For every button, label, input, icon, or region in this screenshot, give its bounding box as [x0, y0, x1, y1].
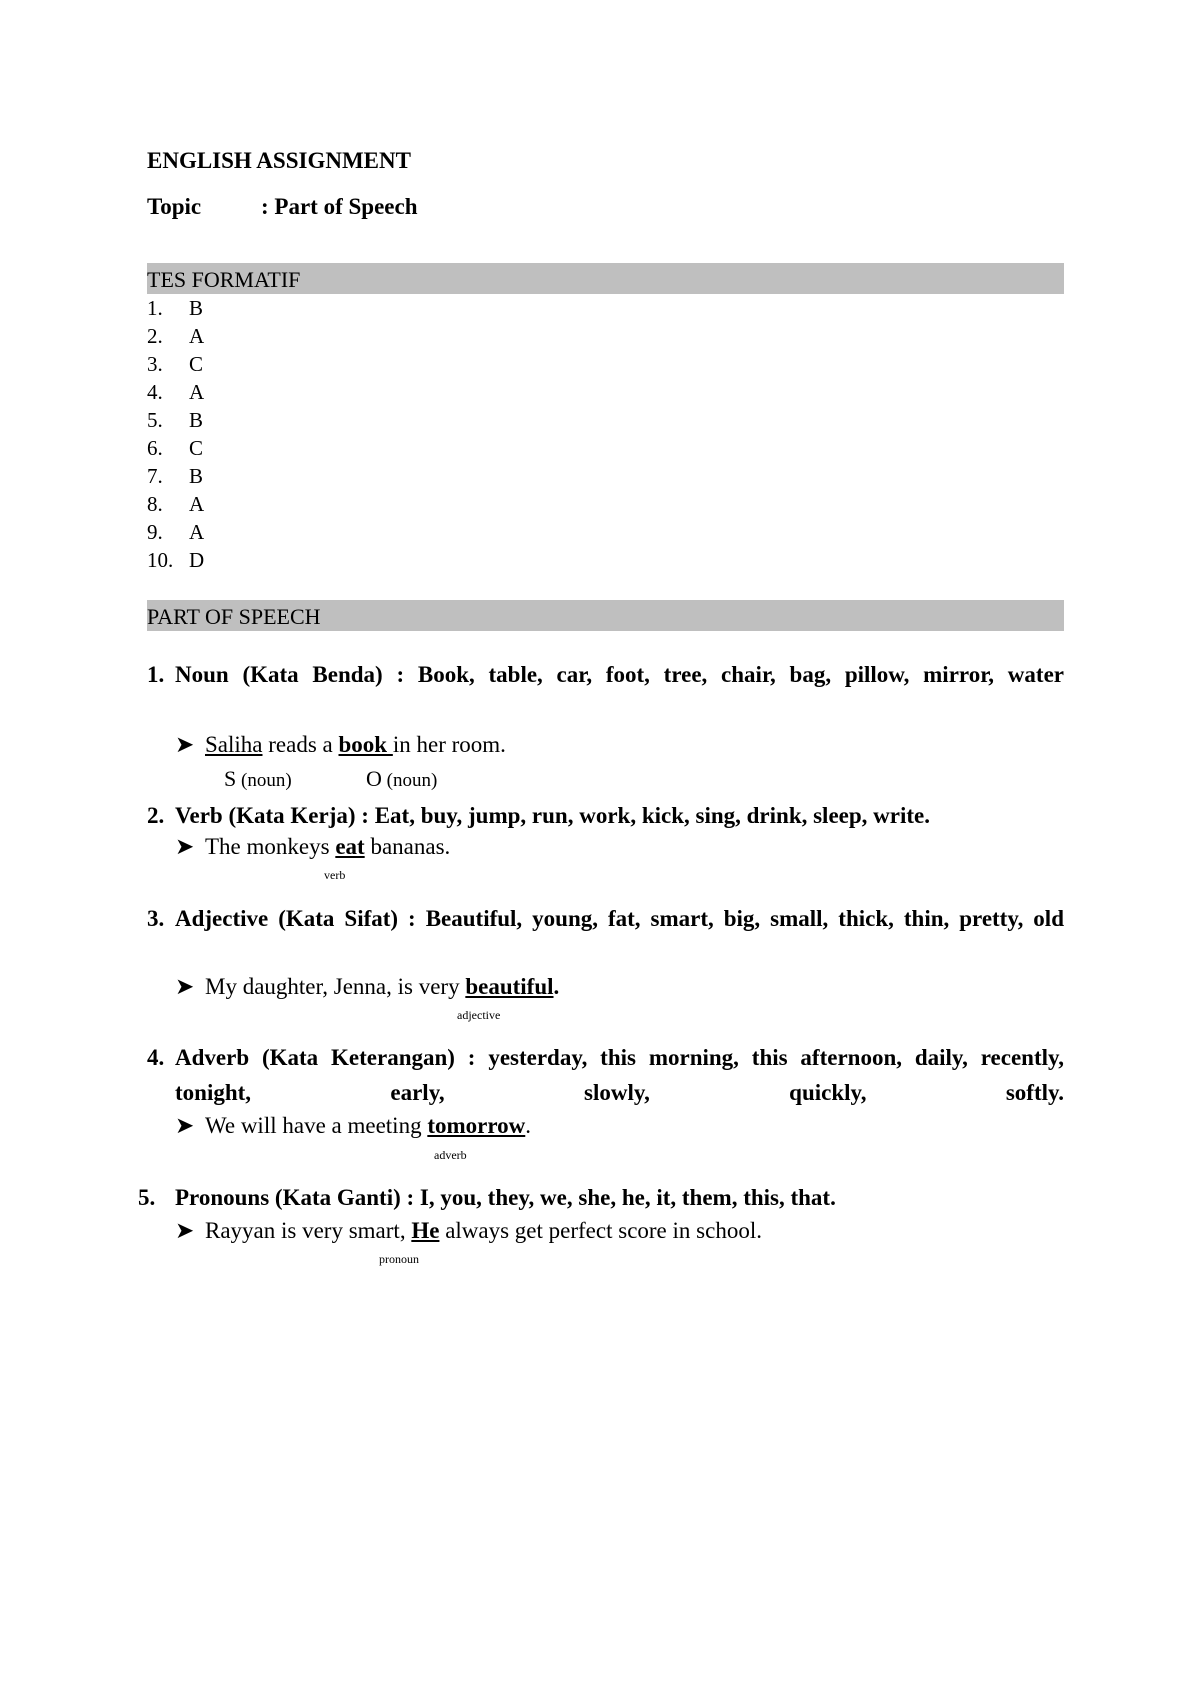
example-text: .	[553, 974, 560, 999]
item-number: 5.	[138, 1185, 156, 1210]
answer-letter: A	[189, 324, 205, 348]
answer-row	[147, 462, 203, 490]
example-text: The monkeys	[205, 834, 336, 859]
answer-number: 4.	[147, 380, 163, 404]
item-definition: Noun (Kata Benda) : Book, table, car, foot, tree, chair, bag, pillow, mirror, water	[175, 662, 1064, 687]
example-highlight: eat	[335, 834, 365, 859]
pos-item-adverb	[147, 1040, 1064, 1110]
label-adjective: adjective	[457, 1008, 501, 1022]
tes-formatif-heading	[147, 263, 1064, 294]
example-text: .	[525, 1113, 532, 1138]
item-definition: Adjective (Kata Sifat) : Beautiful, young, fat, smart, big, small, thick, thin, pretty, old	[175, 906, 1064, 931]
arrow-bullet-icon: ➤	[175, 732, 195, 757]
example-highlight: He	[411, 1218, 440, 1243]
example-verb	[175, 832, 450, 862]
answer-row	[147, 350, 203, 378]
label-object	[366, 766, 437, 792]
topic-label: Topic	[147, 194, 202, 219]
item-definition: Adverb (Kata Keterangan) : yesterday, this morning, this afternoon, daily, recently, tonight, early, slowly, quickly, softly.	[175, 1045, 1064, 1105]
answer-number: 10.	[147, 548, 174, 572]
answer-letter: D	[189, 548, 205, 572]
example-text: always get perfect score in school.	[439, 1218, 762, 1243]
arrow-bullet-icon: ➤	[175, 1113, 195, 1138]
example-text: bananas.	[364, 834, 451, 859]
answer-letter: C	[189, 352, 204, 376]
answer-letter: B	[189, 464, 204, 488]
example-noun	[175, 730, 506, 760]
part-of-speech-heading-text: PART OF SPEECH	[147, 604, 321, 629]
answer-letter: B	[189, 408, 204, 432]
answer-number: 6.	[147, 436, 163, 460]
item-definition: Verb (Kata Kerja) : Eat, buy, jump, run, work, kick, sing, drink, sleep, write.	[175, 803, 930, 828]
answer-row	[147, 434, 203, 462]
example-text: reads a	[262, 732, 339, 757]
answer-letter: B	[189, 296, 204, 320]
answer-letter: A	[189, 380, 205, 404]
arrow-bullet-icon: ➤	[175, 1218, 195, 1243]
example-highlight: beautiful	[465, 974, 554, 999]
answer-number: 3.	[147, 352, 163, 376]
part-of-speech-heading	[147, 600, 1064, 631]
label-adverb: adverb	[434, 1148, 467, 1162]
document-title: ENGLISH ASSIGNMENT	[147, 148, 411, 173]
example-text: We will have a meeting	[205, 1113, 428, 1138]
answer-row	[147, 406, 203, 434]
item-number: 4.	[147, 1045, 165, 1070]
answer-row	[147, 322, 204, 350]
answer-row	[147, 490, 204, 518]
answer-number: 8.	[147, 492, 163, 516]
subject-letter: S	[224, 766, 237, 791]
pos-item-noun	[147, 657, 1064, 692]
item-number: 1.	[147, 662, 165, 687]
topic-value: : Part of Speech	[261, 194, 418, 219]
example-text: in her room.	[392, 732, 506, 757]
object-note: (noun)	[386, 770, 438, 791]
example-adjective	[175, 972, 559, 1002]
example-highlight: tomorrow	[427, 1113, 526, 1138]
example-object: book	[338, 732, 393, 757]
answer-number: 9.	[147, 520, 163, 544]
item-number: 3.	[147, 906, 165, 931]
label-pronoun: pronoun	[379, 1252, 419, 1266]
answer-letter: C	[189, 436, 204, 460]
answer-number: 7.	[147, 464, 163, 488]
subject-note: (noun)	[241, 770, 292, 791]
arrow-bullet-icon: ➤	[175, 834, 195, 859]
object-letter: O	[366, 766, 382, 791]
item-number: 2.	[147, 803, 165, 828]
answer-letter: A	[189, 492, 205, 516]
answer-number: 1.	[147, 296, 163, 320]
answer-number: 5.	[147, 408, 163, 432]
answer-row	[147, 294, 203, 322]
tes-formatif-heading-text: TES FORMATIF	[147, 267, 301, 292]
label-subject	[224, 766, 292, 792]
example-text: Rayyan is very smart,	[205, 1218, 412, 1243]
answer-row	[147, 546, 204, 574]
label-verb: verb	[324, 868, 346, 882]
answer-row	[147, 518, 204, 546]
answer-number: 2.	[147, 324, 163, 348]
example-text: My daughter, Jenna, is very	[205, 974, 466, 999]
example-subject: Saliha	[205, 732, 263, 757]
answer-row	[147, 378, 204, 406]
answer-letter: A	[189, 520, 205, 544]
pos-item-adjective	[147, 901, 1064, 936]
example-adverb	[175, 1111, 531, 1141]
pos-item-verb	[147, 798, 1064, 833]
pos-item-pronouns: Pronouns (Kata Ganti) : I, you, they, we, she, he, it, them, this, that.	[175, 1185, 836, 1210]
arrow-bullet-icon: ➤	[175, 974, 195, 999]
example-pronoun	[175, 1216, 762, 1246]
